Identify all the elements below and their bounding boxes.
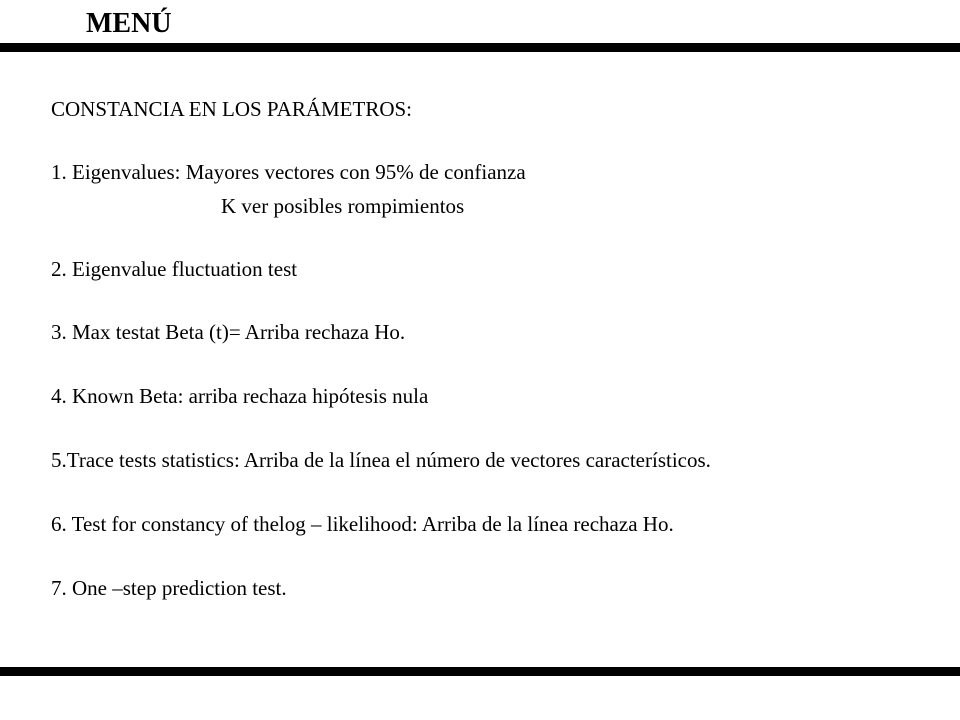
list-item-5: 5.Trace tests statistics: Arriba de la línea el número de vectores característicos.: [51, 448, 711, 472]
list-item-2: 2. Eigenvalue fluctuation test: [51, 257, 298, 281]
bottom-divider: [0, 667, 960, 676]
list-item-7: 7. One –step prediction test.: [51, 576, 287, 600]
section-heading: CONSTANCIA EN LOS PARÁMETROS:: [51, 97, 413, 121]
list-item-3: 3. Max testat Beta (t)= Arriba rechaza Ho.: [51, 320, 406, 344]
top-divider: [0, 43, 960, 52]
list-item-1: 1. Eigenvalues: Mayores vectores con 95% de confianza: [51, 160, 526, 184]
list-item-4: 4. Known Beta: arriba rechaza hipótesis nula: [51, 384, 429, 408]
slide-title: MENÚ: [86, 8, 172, 39]
list-item-1-continuation: K ver posibles rompimientos: [221, 194, 465, 218]
list-item-6: 6. Test for constancy of thelog – likelihood: Arriba de la línea rechaza Ho.: [51, 512, 674, 536]
